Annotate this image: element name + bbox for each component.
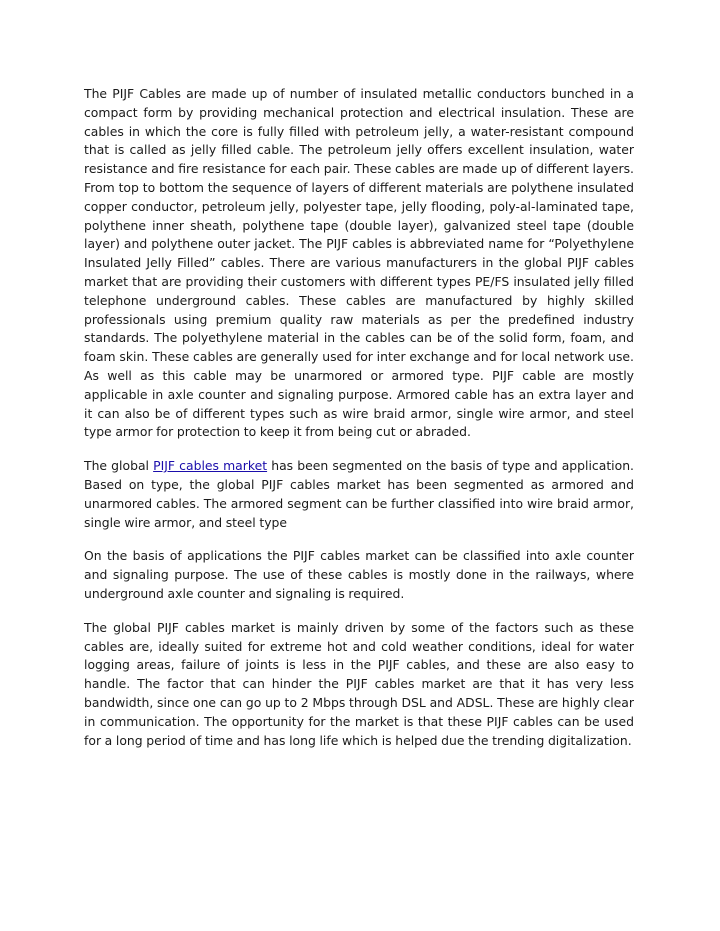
paragraph-segmentation-lead: The global xyxy=(84,458,154,474)
paragraph-intro: The PIJF Cables are made up of number of insulated metallic conductors bunched in a compact form by providing mechanical protection and electrical insulation. These are cables in which the core is fully filled with petroleum jelly, a water-resistant compound that is called as jelly filled cable. The petroleum jelly offers excellent insulation, water resistance and fire resistance for each pair. These cables are made up of different layers. From top to bottom the sequence of layers of different materials are polythene insulated copper conductor, petroleum jelly, polyester tape, jelly flooding, poly-al-laminated tape, polythene inner sheath, polythene tape (double layer), galvanized steel tape (double layer) and polythene outer jacket. The PIJF cables is abbreviated name for “Polyethylene Insulated Jelly Filled” cables. There are various manufacturers in the global PIJF cables market that are providing their customers with different types PE/FS insulated jelly filled telephone underground cables. These cables are manufactured by highly skilled professionals using premium quality raw materials as per the predefined industry standards. The polyethylene material in the cables can be of the solid form, foam, and foam skin. These cables are generally used for inter exchange and for local network use. As well as this cable may be unarmored or armored type. PIJF cable are mostly applicable in axle counter and signaling purpose. Armored cable has an extra layer and it can also be of different types such as wire braid armor, single wire armor, and steel type armor for protection to keep it from being cut or abraded. xyxy=(84,86,634,440)
paragraph-drivers: The global PIJF cables market is mainly driven by some of the factors such as these cables are, ideally suited for extreme hot and cold weather conditions, ideal for water logging areas, failure of joints is less in the PIJF cables, and these are also easy to handle. The factor that can hinder the PIJF cables market are that it has very less bandwidth, since one can go up to 2 Mbps through DSL and ADSL. These are highly clear in communication. The opportunity for the market is that these PIJF cables can be used for a long period of time and has long life which is helped due the trending digitalization. xyxy=(84,619,634,748)
document-page xyxy=(84,85,634,765)
paragraph-applications: On the basis of applications the PIJF cables market can be classified into axle counter and signaling purpose. The use of these cables is mostly done in the railways, where underground axle counter and signaling is required. xyxy=(84,548,634,601)
paragraph-segmentation xyxy=(84,457,634,532)
paragraph-segmentation-rest: has been segmented on the basis of type and application. Based on type, the global PIJF cables market has been segmented as armored and unarmored cables. The armored segment can be further classified into wire braid armor, single wire armor, and steel type xyxy=(84,458,634,530)
pijf-cables-market-link[interactable]: PIJF cables market xyxy=(153,458,268,474)
